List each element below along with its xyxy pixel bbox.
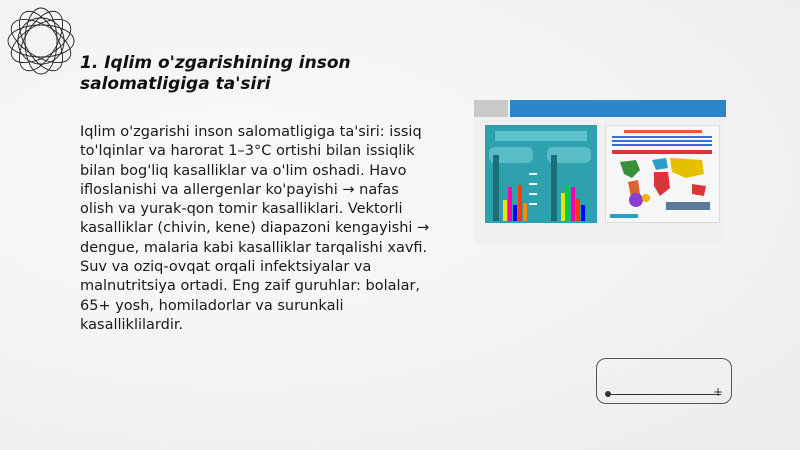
media-card[interactable] [474,98,726,246]
card-tab-gray [474,100,508,117]
infographic-thumbnail-right[interactable] [605,125,720,223]
slide-title [80,53,410,95]
slide-title-line-2: salomatligiga ta'siri [80,74,271,94]
geometric-logo-icon [4,4,78,78]
dot-icon[interactable] [605,391,611,397]
slide-body-text: Iqlim o'zgarishi inson salomatligiga ta'siri: issiq to'lqinlar va harorat 1–3°C ortishi bilan issiqlik bilan bog'liq kasalliklar va o'lim oshadi. Havo ifloslanishi va allergenlar ko'payishi → nafas olish va yurak-qon tomir kasalliklari. Vektorli kasalliklar (chivin, kene) diapazoni kengayishi → dengue, malaria kabi kasalliklar tarqalishi xavfi. Suv va oziq-ovqat orqali infektsiyalar va malnutritsiya ortadi. Eng zaif guruhlar: bolalar, 65+ yosh, homiladorlar va surunkali kasalliklilardir. [80,124,430,333]
plus-icon[interactable]: + [713,385,724,399]
card-header-bar [510,100,726,117]
slide-title-line-1: 1. Iqlim o'zgarishining inson [80,53,351,73]
infographic-thumbnail-left[interactable] [485,125,597,223]
world-map-infographic-image [606,126,719,222]
media-player-control[interactable] [596,358,732,404]
progress-track[interactable] [609,394,721,395]
bar-infographic-image [485,125,597,223]
